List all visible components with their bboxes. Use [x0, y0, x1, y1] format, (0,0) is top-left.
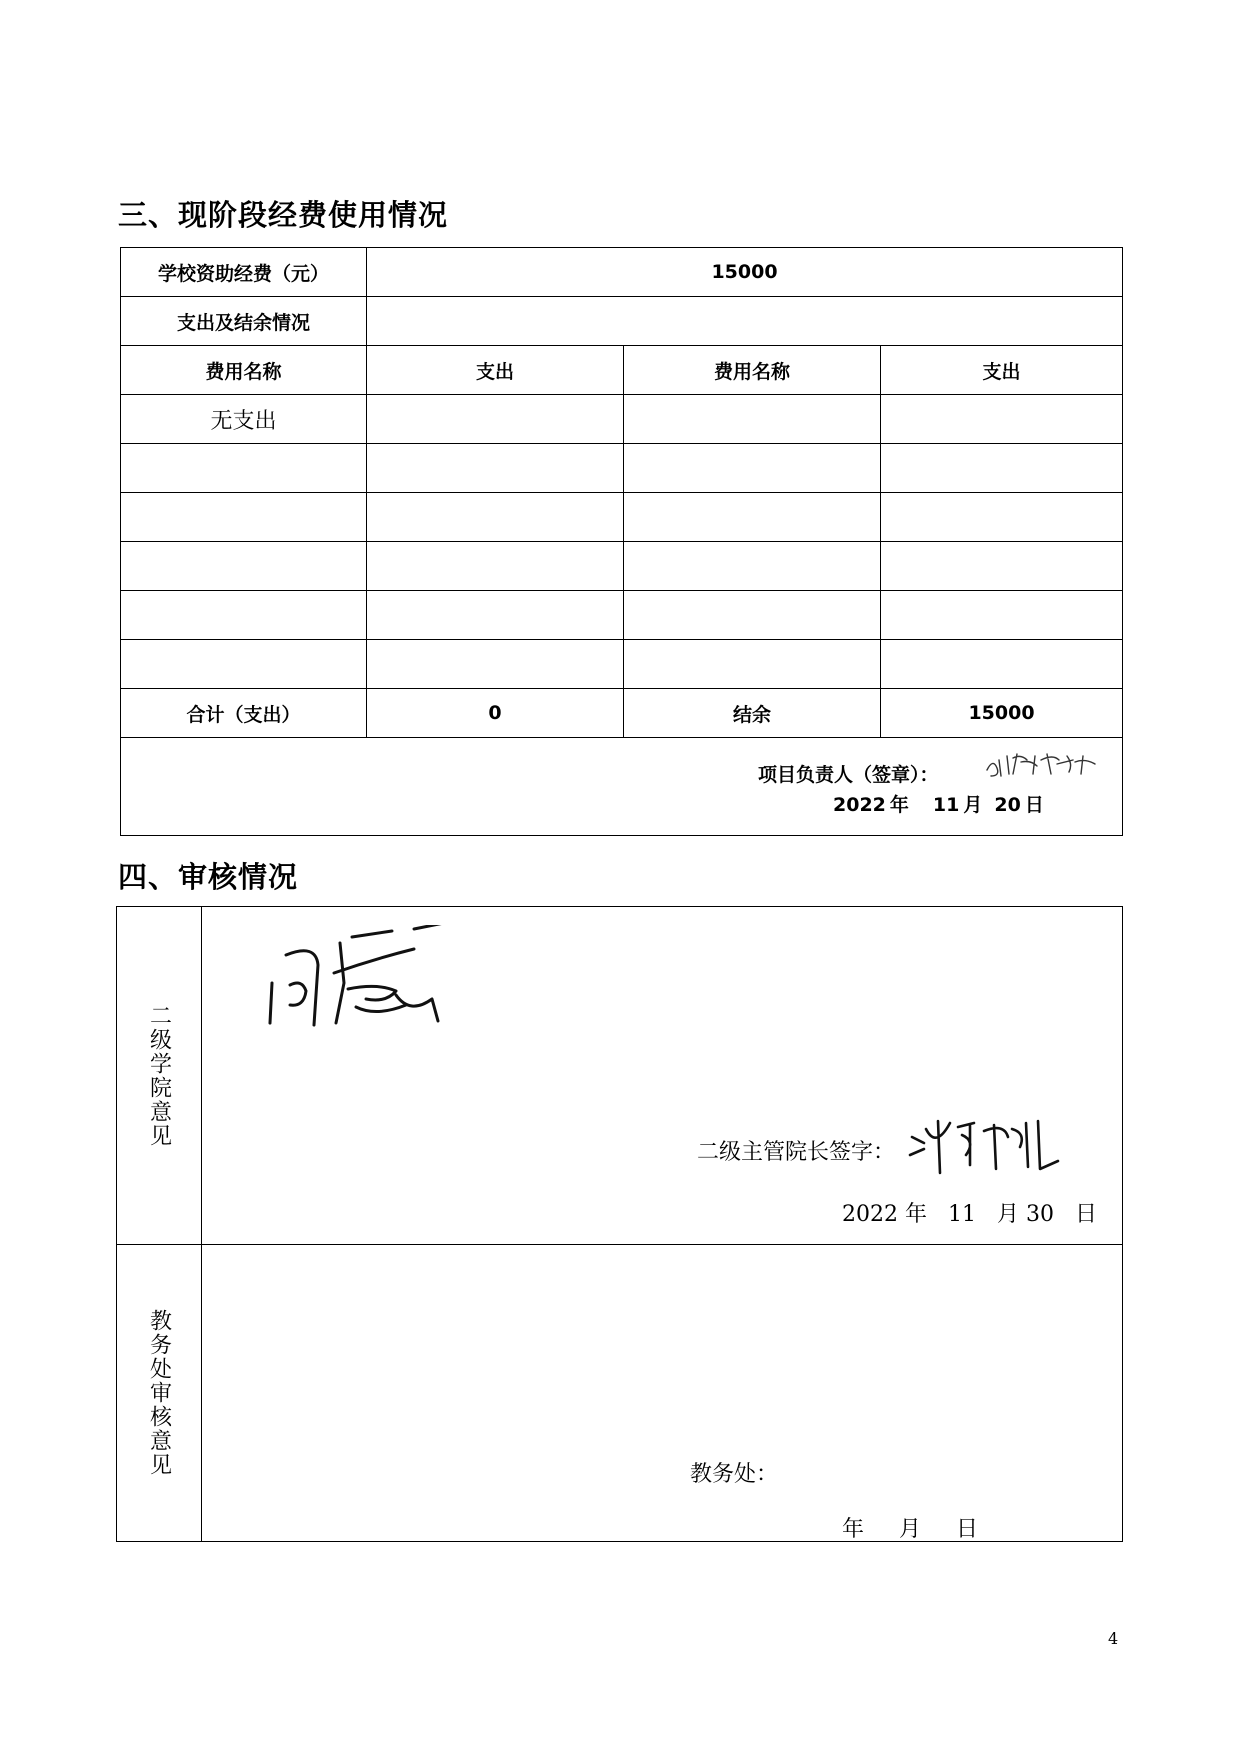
- section-heading-review: 四、审核情况: [118, 860, 299, 894]
- date-month-unit: 月: [996, 1202, 1019, 1227]
- date-month: 11: [948, 1202, 976, 1227]
- expense-table: [120, 247, 1123, 836]
- table-cell: 无支出: [121, 395, 367, 444]
- section-heading-expense: 三、现阶段经费使用情况: [118, 198, 449, 232]
- table-cell: [367, 395, 624, 444]
- date-year-unit: 年: [842, 1517, 865, 1542]
- office-opinion-cell: [202, 1245, 1123, 1542]
- date-day-unit: 日: [1024, 794, 1044, 816]
- table-cell: [881, 542, 1123, 591]
- balance-value: 15000: [881, 689, 1123, 738]
- table-cell: [881, 591, 1123, 640]
- summary-value: [367, 297, 1123, 346]
- table-cell: [881, 493, 1123, 542]
- table-header-row: [121, 346, 1123, 395]
- date-month: 11: [932, 794, 960, 816]
- project-leader-signature: [983, 750, 1103, 782]
- college-opinion-label: 二级学院意见: [146, 1003, 172, 1148]
- date-day-unit: 日: [1074, 1202, 1097, 1227]
- total-label: 合计（支出）: [121, 689, 367, 738]
- table-row: [121, 395, 1123, 444]
- page-number: 4: [1108, 1629, 1119, 1648]
- table-cell: [121, 542, 367, 591]
- table-cell: [367, 640, 624, 689]
- table-cell: [367, 493, 624, 542]
- table-cell: [121, 640, 367, 689]
- table-cell: [121, 444, 367, 493]
- column-header: 费用名称: [121, 346, 367, 395]
- review-table: [116, 906, 1123, 1542]
- office-opinion-row: [117, 1245, 1123, 1542]
- column-header: 支出: [881, 346, 1123, 395]
- table-cell: [881, 640, 1123, 689]
- column-header: 支出: [367, 346, 624, 395]
- table-cell: [367, 542, 624, 591]
- date-year-unit: 年: [889, 794, 909, 816]
- college-opinion-row: [117, 907, 1123, 1245]
- table-cell: [624, 493, 881, 542]
- table-cell: [121, 591, 367, 640]
- college-label-cell: [117, 907, 202, 1245]
- summary-label: 支出及结余情况: [121, 297, 367, 346]
- signature-row: [121, 738, 1123, 836]
- date-year: 2022: [833, 794, 886, 816]
- project-leader-date: [833, 790, 1044, 817]
- date-day: 20: [994, 794, 1021, 816]
- office-opinion-label: 教务处审核意见: [146, 1309, 172, 1477]
- table-cell: [367, 591, 624, 640]
- project-leader-sign-label: 项目负责人（签章）：: [758, 764, 939, 786]
- table-row: [121, 542, 1123, 591]
- office-date: [842, 1512, 978, 1543]
- dean-sign-label: 二级主管院长签字：: [697, 1140, 896, 1165]
- funding-value: 15000: [367, 248, 1123, 297]
- table-cell: [624, 542, 881, 591]
- signature-cell: [121, 738, 1123, 836]
- funding-label: 学校资助经费（元）: [121, 248, 367, 297]
- table-row: [121, 640, 1123, 689]
- date-month-unit: 月: [898, 1517, 921, 1542]
- total-value: 0: [367, 689, 624, 738]
- date-month-unit: 月: [963, 794, 983, 816]
- table-row: [121, 591, 1123, 640]
- table-cell: [881, 444, 1123, 493]
- date-year: 2022: [842, 1202, 898, 1227]
- table-row: [121, 297, 1123, 346]
- date-day-unit: 日: [955, 1517, 978, 1542]
- balance-label: 结余: [624, 689, 881, 738]
- table-cell: [881, 395, 1123, 444]
- college-opinion-date: [842, 1197, 1097, 1228]
- total-row: [121, 689, 1123, 738]
- table-cell: [624, 444, 881, 493]
- college-opinion-cell: [202, 907, 1123, 1245]
- table-cell: [624, 591, 881, 640]
- office-sign-label: 教务处：: [690, 1462, 779, 1487]
- table-cell: [624, 395, 881, 444]
- table-row: [121, 444, 1123, 493]
- office-label-cell: [117, 1245, 202, 1542]
- column-header: 费用名称: [624, 346, 881, 395]
- college-opinion-handwriting: [264, 925, 484, 1045]
- dean-signature: [908, 1117, 1068, 1177]
- table-row: [121, 493, 1123, 542]
- table-cell: [624, 640, 881, 689]
- date-day: 30: [1026, 1202, 1054, 1227]
- date-year-unit: 年: [905, 1202, 928, 1227]
- table-row: [121, 248, 1123, 297]
- table-cell: [121, 493, 367, 542]
- table-cell: [367, 444, 624, 493]
